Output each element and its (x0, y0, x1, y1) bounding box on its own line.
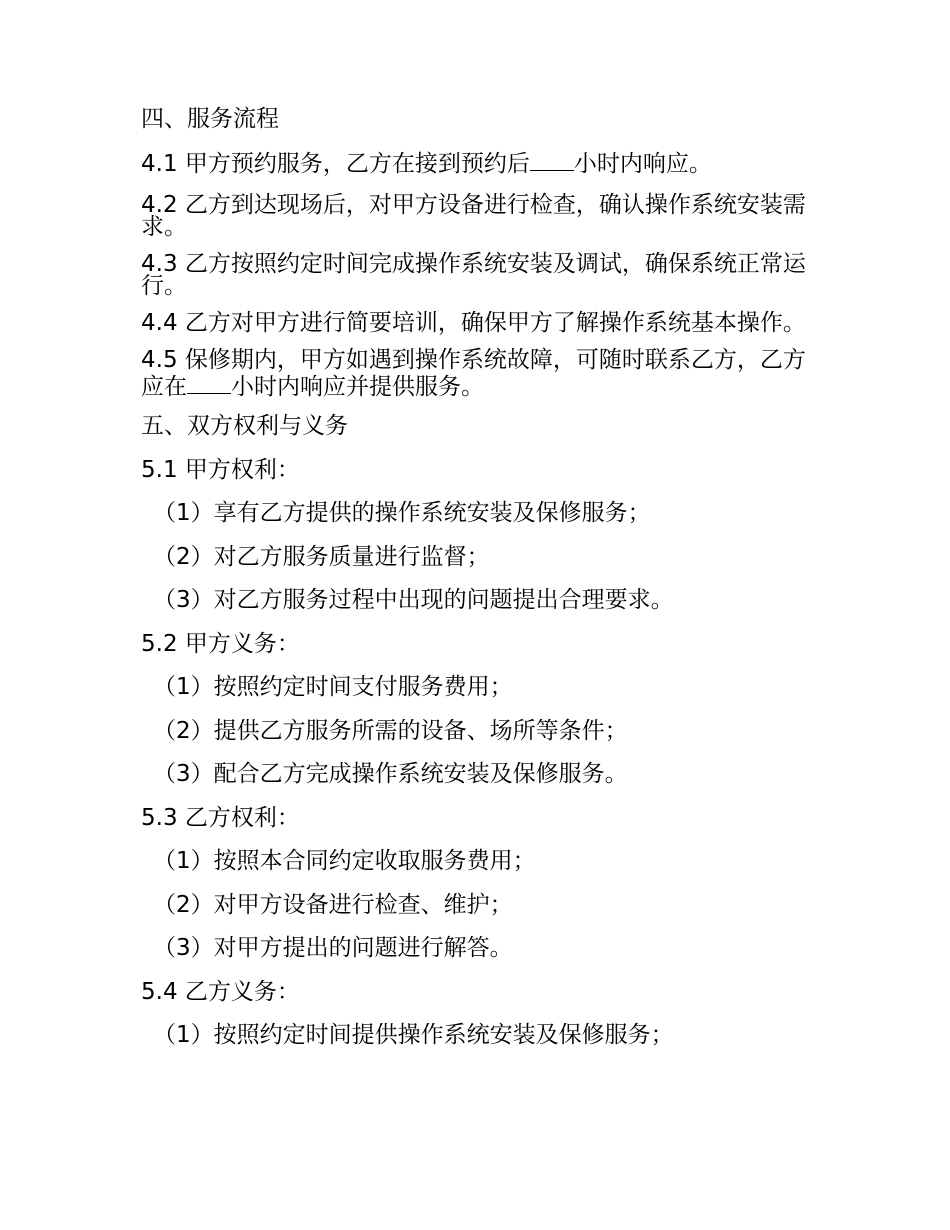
list-item: （3）对乙方服务过程中出现的问题提出合理要求。 (153, 587, 674, 613)
clause-4-3: 4.3 乙方按照约定时间完成操作系统安装及调试，确保系统正常运行。 (141, 251, 806, 299)
list-item: （3）配合乙方完成操作系统安装及保修服务。 (153, 761, 628, 787)
clause-4-4: 4.4 乙方对甲方进行简要培训，确保甲方了解操作系统基本操作。 (141, 310, 806, 336)
clause-4-1 (141, 148, 811, 179)
section-4-heading: 四、服务流程 (141, 106, 279, 132)
clause-4-5 (141, 347, 806, 398)
clause-5-1-title: 5.1 甲方权利： (141, 456, 300, 483)
blank-line (187, 371, 231, 394)
clause-5-2-title: 5.2 甲方义务： (141, 630, 300, 657)
clause-4-2: 4.2 乙方到达现场后，对甲方设备进行检查，确认操作系统安装需求。 (141, 192, 806, 240)
section-5-heading: 五、双方权利与义务 (141, 413, 348, 439)
list-item: （2）对甲方设备进行检查、维护； (153, 891, 513, 918)
clause-4-1-text-after: 小时内响应。 (573, 150, 712, 177)
list-item: （1）享有乙方提供的操作系统安装及保修服务； (153, 500, 651, 526)
clause-4-5-text-after: 小时内响应并提供服务。 (231, 374, 484, 400)
list-item: （3）对甲方提出的问题进行解答。 (153, 935, 513, 961)
list-item: （1）按照本合同约定收取服务费用； (153, 848, 536, 874)
list-item: （2）提供乙方服务所需的设备、场所等条件； (153, 717, 628, 744)
clause-4-1-text-before: 4.1 甲方预约服务，乙方在接到预约后 (141, 150, 530, 177)
blank-line (530, 148, 574, 171)
clause-5-4-title: 5.4 乙方义务： (141, 978, 300, 1005)
clause-4-5-text-before: 4.5 保修期内，甲方如遇到操作系统故障，可随时联系乙方，乙方应在 (141, 347, 806, 400)
clause-5-3-title: 5.3 乙方权利： (141, 804, 300, 831)
list-item: （2）对乙方服务质量进行监督； (153, 543, 490, 570)
document-body (141, 104, 811, 1064)
list-item: （1）按照约定时间支付服务费用； (153, 674, 513, 700)
list-item: （1）按照约定时间提供操作系统安装及保修服务； (153, 1022, 674, 1048)
